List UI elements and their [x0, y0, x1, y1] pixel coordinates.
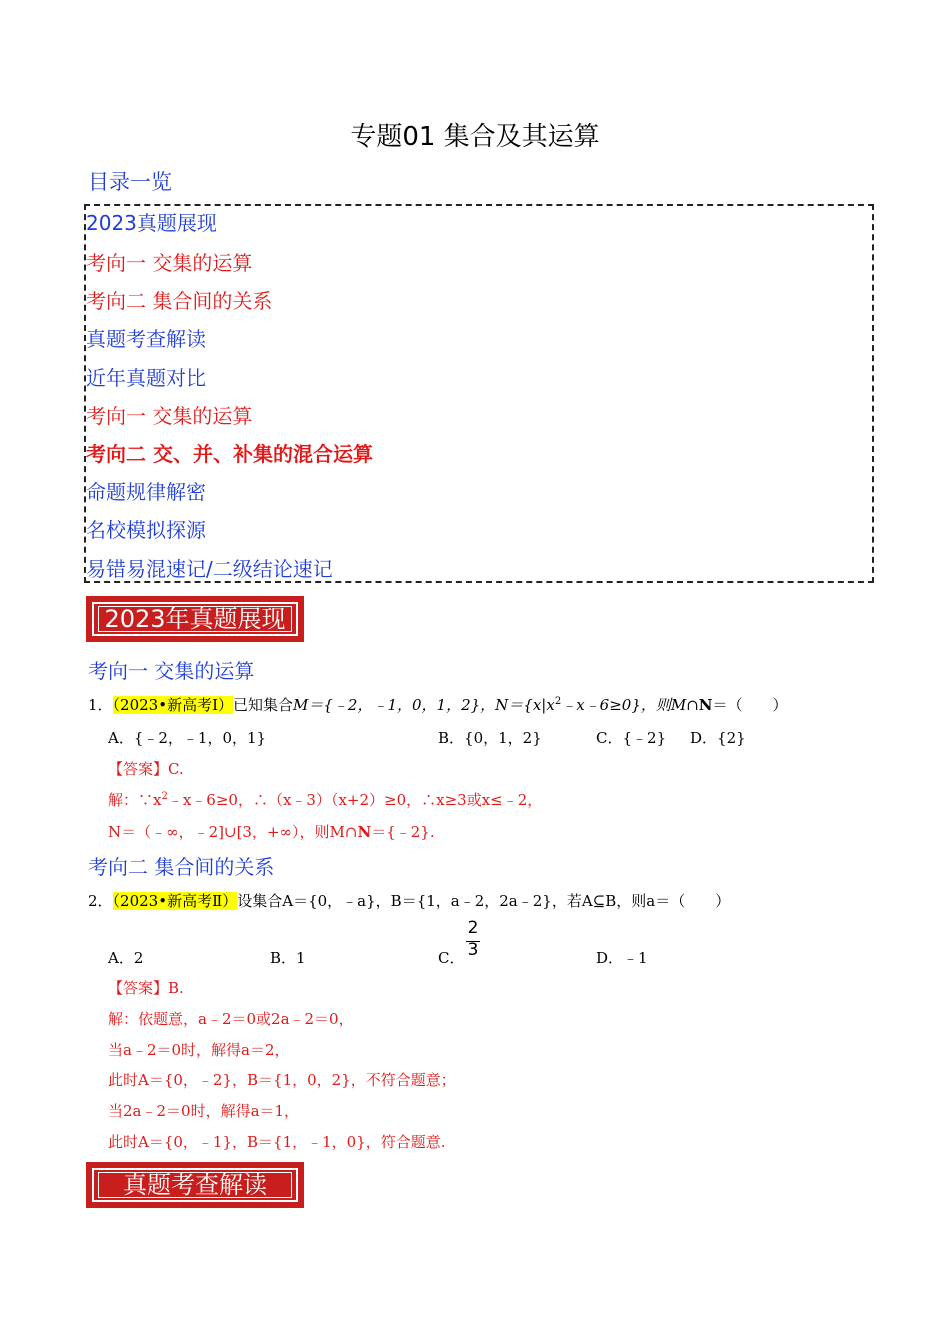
option-a[interactable]: A．{﹣2，﹣1，0，1} [108, 729, 267, 747]
option-d[interactable]: D．﹣1 [596, 949, 648, 967]
stem-sup: 2 [554, 696, 562, 707]
toc-heading: 目录一览 [88, 170, 172, 194]
source-tag: （2023•新高考Ⅱ） [112, 892, 238, 910]
stem-text: ＝（ ） [712, 696, 788, 714]
fraction-denominator: 3 [467, 940, 479, 960]
toc-item[interactable]: 易错易混速记/二级结论速记 [86, 557, 333, 581]
question-number: 1． [88, 696, 113, 714]
solution-text: ＝{﹣2}. [371, 823, 435, 841]
section-heading: 考向二 集合间的关系 [88, 855, 275, 879]
question-1-stem [88, 694, 788, 715]
option-b[interactable]: B．1 [270, 949, 306, 967]
option-c[interactable]: C．{﹣2} [596, 729, 667, 747]
solution-line: 当a﹣2＝0时，解得a＝2， [108, 1041, 290, 1059]
banner-text: 2023年真题展现 [104, 605, 286, 633]
stem-text: 已知集合 [233, 696, 294, 714]
source-tag: （2023•新高考Ⅰ） [112, 696, 233, 714]
answer: 【答案】B. [108, 979, 184, 997]
question-2-stem [88, 890, 730, 911]
solution-sup: 2 [161, 791, 168, 802]
stem-text: M＝{﹣2，﹣1，0，1，2}，N＝{x|x [293, 696, 555, 714]
stem-text: N [698, 696, 713, 714]
solution-line: 解：依题意，a﹣2＝0或2a﹣2＝0， [108, 1010, 354, 1028]
solution-line: 此时A＝{0，﹣2}，B＝{1，0，2}，不符合题意； [108, 1071, 456, 1089]
section-banner [86, 596, 304, 642]
toc-item[interactable]: 名校模拟探源 [86, 518, 206, 542]
option-b[interactable]: B．{0，1，2} [438, 729, 542, 747]
answer: 【答案】C. [108, 760, 184, 778]
solution-line [108, 821, 435, 842]
section-banner [86, 1162, 304, 1208]
solution-text: N [357, 823, 372, 841]
solution-line: 当2a﹣2＝0时，解得a＝1， [108, 1102, 300, 1120]
toc-item[interactable]: 近年真题对比 [86, 366, 206, 390]
toc-item[interactable]: 命题规律解密 [86, 480, 206, 504]
page-title: 专题01 集合及其运算 [350, 122, 600, 152]
solution-text: 解：∵x [108, 791, 162, 809]
stem-text: ﹣x﹣6≥0}，则M∩ [561, 696, 699, 714]
solution-text: ﹣x﹣6≥0，∴（x﹣3）（x+2）≥0，∴x≥3或x≤﹣2， [167, 791, 543, 809]
option-a[interactable]: A．2 [108, 949, 144, 967]
toc-item[interactable]: 2023真题展现 [86, 211, 217, 235]
option-d[interactable]: D．{2} [690, 729, 746, 747]
toc-item[interactable]: 考向一 交集的运算 [86, 404, 253, 428]
question-number: 2． [88, 892, 113, 910]
fraction-numerator: 2 [467, 918, 479, 938]
solution-text: N＝（﹣∞，﹣2]∪[3，+∞），则M∩ [108, 823, 358, 841]
toc-item[interactable]: 考向二 集合间的关系 [86, 289, 273, 313]
banner-text: 真题考查解读 [123, 1171, 267, 1199]
option-c[interactable]: C． [438, 949, 465, 967]
toc-item[interactable]: 真题考查解读 [86, 327, 206, 351]
stem-text: 设集合A＝{0，﹣a}，B＝{1，a﹣2，2a﹣2}，若A⊆B，则a＝（ ） [237, 892, 731, 910]
solution-line [108, 789, 542, 810]
toc-item[interactable]: 考向二 交、并、补集的混合运算 [86, 442, 373, 466]
toc-item[interactable]: 考向一 交集的运算 [86, 251, 253, 275]
section-heading: 考向一 交集的运算 [88, 659, 255, 683]
solution-line: 此时A＝{0，﹣1}，B＝{1，﹣1，0}，符合题意. [108, 1133, 446, 1151]
